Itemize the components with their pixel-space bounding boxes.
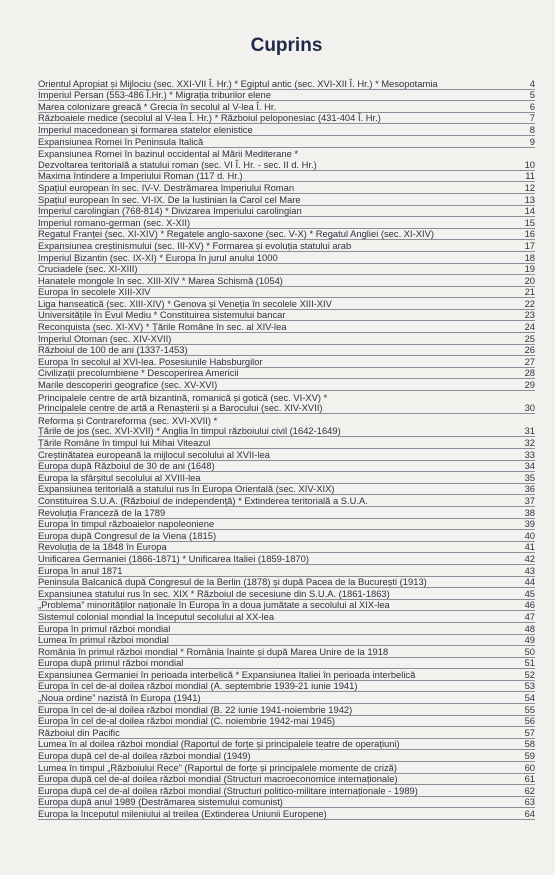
toc-entry (38, 136, 535, 148)
toc-entry-page-number: 36 (524, 483, 535, 495)
toc-entry (38, 345, 535, 357)
toc-entry-title: Universitățile în Evul Mediu * Constituirea sistemului bancar (38, 309, 286, 321)
toc-entry-title: „Problema” minorităților naționale în Europa în a doua jumătate a secolului al XIX-lea (38, 599, 390, 611)
toc-entry-title: Revoluția Franceză de la 1789 (38, 506, 166, 518)
toc-entry-page-number: 25 (524, 332, 535, 344)
toc-entry-page-number: 44 (524, 576, 535, 588)
toc-entry-page-number: 54 (524, 692, 535, 704)
toc-entry (38, 159, 535, 171)
toc-entry-page-number: 64 (524, 808, 535, 819)
toc-entry-page-number: 6 (529, 100, 535, 112)
toc-entry-page-number: 40 (524, 529, 535, 541)
toc-entry (38, 484, 535, 496)
toc-entry-title: Reforma și Contrareforma (sec. XVI-XVII) * (38, 414, 218, 426)
toc-entry-title: Expansiunea Romei în Peninsula Italică (38, 135, 204, 147)
toc-entry-title: Creștinătatea europeană la mijlocul secolului al XVII-lea (38, 448, 270, 460)
toc-entry-page-number: 23 (524, 309, 535, 321)
toc-entry-title: Civilizații precolumbiene * Descoperirea Americii (38, 367, 239, 379)
toc-entry (38, 101, 535, 113)
toc-entry-title: Europa în timpul războaielor napoleoniene (38, 518, 215, 530)
toc-entry (38, 623, 535, 635)
toc-entry-title: Liga hanseatică (sec. XIII-XIV) * Genova și Veneția în secolele XIII-XIV (38, 297, 332, 309)
toc-entry-page-number: 30 (524, 402, 535, 414)
toc-entry-page-number: 34 (524, 460, 535, 472)
toc-entry-title: Imperiul Persan (553-486 Î.Hr.) * Migrația triburilor elene (38, 89, 271, 101)
toc-entry (38, 229, 535, 241)
toc-entry (38, 669, 535, 681)
toc-entry-title: Principalele centre de artă a Renașterii și a Barocului (sec. XIV-XVII) (38, 402, 323, 414)
toc-entry (38, 785, 535, 797)
toc-entry-page-number: 9 (529, 135, 535, 147)
toc-entry-title: Spațiul european în sec. VI-IX. De la Iustinian la Carol cel Mare (38, 193, 301, 205)
toc-entry (38, 90, 535, 102)
toc-entry-page-number: 14 (524, 205, 535, 217)
toc-entry (38, 692, 535, 704)
toc-entry-title: Imperiul Bizantin (sec. IX-XI) * Europa în jurul anului 1000 (38, 251, 278, 263)
toc-entry (38, 403, 535, 415)
toc-entry-page-number: 53 (524, 680, 535, 692)
toc-entry (38, 298, 535, 310)
toc-entry (38, 577, 535, 589)
toc-entry-title: Războiul din Pacific (38, 726, 120, 738)
toc-entry-page-number: 17 (524, 239, 535, 251)
toc-entry-title: Războiul de 100 de ani (1337-1453) (38, 344, 188, 356)
toc-entry (38, 808, 535, 820)
toc-entry-title: Expansiunea Germaniei în perioada interbelică * Expansiunea Italiei în perioada interbelică (38, 668, 416, 680)
toc-entry-page-number: 52 (524, 668, 535, 680)
toc-entry-title: Reconquista (sec. XI-XV) * Țările Române în sec. al XIV-lea (38, 321, 287, 333)
toc-entry-page-number: 15 (524, 216, 535, 228)
toc-entry-page-number: 11 (525, 170, 535, 182)
toc-entry-page-number: 33 (524, 448, 535, 460)
toc-entry (38, 716, 535, 728)
toc-entry-title: Imperiul romano-german (sec. X-XII) (38, 216, 191, 228)
toc-entry (38, 148, 535, 160)
toc-entry-title: Europa în cel de-al doilea război mondial (C. noiembrie 1942-mai 1945) (38, 715, 336, 727)
toc-entry-title: Imperiul carolingian (768-814) * Divizarea Imperiului carolingian (38, 205, 302, 217)
toc-entry-page-number: 20 (524, 274, 535, 286)
toc-entry (38, 356, 535, 368)
toc-entry (38, 635, 535, 647)
toc-entry (38, 472, 535, 484)
toc-entry (38, 240, 535, 252)
toc-entry-title: Războaiele medice (secolul al V-lea Î. Hr.) * Războiul peloponesiac (431-404 Î. Hr.) (38, 112, 381, 124)
toc-entry-page-number: 29 (524, 379, 535, 391)
toc-entry (38, 727, 535, 739)
toc-entry-page-number: 28 (524, 367, 535, 379)
toc-entry-title: Europa după cel de-al doilea război mondial (1949) (38, 750, 251, 762)
toc-entry-title: Lumea în timpul „Războiului Rece” (Raportul de forțe și principalele momente de criză) (38, 761, 398, 773)
toc-entry-page-number: 12 (524, 181, 535, 193)
toc-entry (38, 449, 535, 461)
toc-entry-page-number: 24 (524, 321, 535, 333)
toc-entry-title: România în primul război mondial * România înainte și după Marea Unire de la 1918 (38, 645, 389, 657)
toc-entry-title: Regatul Franței (sec. XI-XIV) * Regatele anglo-saxone (sec. V-X) * Regatul Angliei (sec. XI-XIV) (38, 228, 435, 240)
toc-entry (38, 600, 535, 612)
toc-entry (38, 762, 535, 774)
toc-entry-title: Europa după cel de-al doilea război mondial (Structuri politico-militare internaționale - 1989) (38, 784, 418, 796)
toc-entry (38, 333, 535, 345)
toc-entry-page-number: 56 (524, 715, 535, 727)
toc-entry-page-number: 5 (529, 89, 535, 101)
toc-entry-page-number: 47 (524, 610, 535, 622)
toc-entry-title: Orientul Apropiat și Mijlociu (sec. XXI-VII Î. Hr.) * Egiptul antic (sec. XVI-XII Î. Hr.) * Mesopotamia (38, 77, 438, 89)
toc-entry-title: Europa în anul 1871 (38, 564, 123, 576)
toc-entry-title: Constituirea S.U.A. (Războiul de independență) * Extinderea teritorială a S.U.A. (38, 494, 368, 506)
toc-entry (38, 321, 535, 333)
toc-entry (38, 426, 535, 438)
toc-entry-title: Maxima întindere a Imperiului Roman (117 d. Hr.) (38, 170, 243, 182)
toc-entry-page-number: 38 (524, 506, 535, 518)
toc-entry (38, 553, 535, 565)
toc-entry-page-number: 59 (524, 750, 535, 762)
toc-entry (38, 750, 535, 762)
toc-entry (38, 704, 535, 716)
toc-entry (38, 287, 535, 299)
toc-entry (38, 611, 535, 623)
toc-entry-title: Europa în primul război mondial (38, 622, 171, 634)
toc-entry (38, 461, 535, 473)
toc-entry-title: Europa după anul 1989 (Destrămarea sistemului comunist) (38, 796, 283, 808)
toc-entry-page-number: 21 (524, 286, 535, 298)
toc-entry-title: Imperiul Otoman (sec. XIV-XVII) (38, 332, 172, 344)
toc-entry (38, 113, 535, 125)
toc-entry (38, 310, 535, 322)
toc-entry-page-number: 8 (529, 123, 535, 135)
toc-entry-page-number: 43 (524, 564, 535, 576)
toc-entry (38, 124, 535, 136)
toc-entry-title: Sistemul colonial mondial la începutul secolului al XX-lea (38, 610, 275, 622)
toc-entry-title: Lumea în al doilea război mondial (Raportul de forțe și principalele teatre de operațiuni) (38, 738, 400, 750)
toc-entry-title: Țările de jos (sec. XVI-XVII) * Anglia în timpul războiului civil (1642-1649) (38, 425, 341, 437)
toc-entry-title: Hanatele mongole în sec. XIII-XIV * Marea Schismă (1054) (38, 274, 283, 286)
toc-entry-page-number: 62 (524, 784, 535, 796)
toc-entry-page-number: 27 (524, 355, 535, 367)
toc-entry-title: Peninsula Balcanică după Congresul de la Berlin (1878) și după Pacea de la București (1913) (38, 576, 427, 588)
toc-entry (38, 507, 535, 519)
toc-entry-page-number: 35 (524, 471, 535, 483)
toc-entry-page-number: 57 (524, 726, 535, 738)
toc-entry-title: Europa în secolele XIII-XIV (38, 286, 151, 298)
toc-entry-page-number: 45 (524, 587, 535, 599)
toc-entry (38, 391, 535, 403)
toc-entry-title: Lumea în primul război mondial (38, 634, 169, 646)
page-title: Cuprins (250, 35, 323, 56)
toc-entry-page-number: 13 (524, 193, 535, 205)
toc-entry-page-number: 51 (524, 657, 535, 669)
toc-entry-title: Expansiunea Romei în bazinul occidental al Mării Mediterane * (38, 148, 299, 160)
toc-entry-title: Revoluția de la 1848 în Europa (38, 541, 167, 553)
toc-entry-title: Țările Române în timpul lui Mihai Viteazul (38, 437, 211, 448)
toc-entry-title: Europa în cel de-al doilea război mondial (A. septembrie 1939-21 iunie 1941) (38, 680, 358, 692)
toc-entry-title: Europa după cel de-al doilea război mondial (Structuri macroeconomice internaționale) (38, 773, 398, 785)
toc-entry-title: Dezvoltarea teritorială a statului roman (sec. VI Î. Hr. - sec. II d. Hr.) (38, 158, 317, 170)
toc-entry-page-number: 60 (524, 761, 535, 773)
toc-entry-page-number: 16 (524, 228, 535, 240)
toc-entry-page-number: 42 (524, 552, 535, 564)
toc-entry (38, 565, 535, 577)
toc-entry (38, 646, 535, 658)
toc-entry-title: Europa după Războiul de 30 de ani (1648) (38, 460, 215, 472)
toc-entry-page-number: 37 (524, 494, 535, 506)
toc-entry-title: Marile descoperiri geografice (sec. XV-XVI) (38, 379, 218, 391)
toc-entry (38, 182, 535, 194)
toc-entry-title: Principalele centre de artă bizantină, romanică și gotică (sec. VI-XV) * (38, 391, 328, 403)
toc-entry (38, 542, 535, 554)
toc-entry-page-number: 49 (524, 634, 535, 646)
toc-entry (38, 681, 535, 693)
toc-entry-page-number: 58 (524, 738, 535, 750)
toc-entry-page-number: 32 (524, 437, 535, 448)
toc-entry-title: Expansiunea statului rus în sec. XIX * Războiul de secesiune din S.U.A. (1861-1863) (38, 587, 390, 599)
toc-entry (38, 252, 535, 264)
toc-entry (38, 206, 535, 218)
toc-entry (38, 739, 535, 751)
toc-entry (38, 368, 535, 380)
toc-entry (38, 275, 535, 287)
toc-entry-title: Europa la sfârșitul secolului al XVIII-lea (38, 471, 201, 483)
toc-entry-title: Unificarea Germaniei (1866-1871) * Unificarea Italiei (1859-1870) (38, 552, 309, 564)
toc-entry-title: Expansiunea creștinismului (sec. III-XV) * Formarea și evoluția statului arab (38, 239, 352, 251)
toc-entry-page-number: 22 (524, 297, 535, 309)
toc-entry (38, 414, 535, 426)
toc-entry-title: Europa la începutul mileniului al treilea (Extinderea Uniunii Europene) (38, 808, 327, 819)
toc-entry-page-number: 7 (529, 112, 535, 124)
toc-entry (38, 78, 535, 90)
toc-entry-page-number: 61 (524, 773, 535, 785)
toc-entry (38, 797, 535, 809)
toc-entry (38, 171, 535, 183)
toc-entry-page-number: 55 (524, 703, 535, 715)
toc-entry-title: Cruciadele (sec. XI-XIII) (38, 263, 138, 275)
toc-entry-title: Spațiul european în sec. IV-V. Destrămarea Imperiului Roman (38, 181, 295, 193)
toc-entry-title: „Noua ordine” nazistă în Europa (1941) (38, 692, 201, 704)
toc-entry-page-number: 18 (524, 251, 535, 263)
toc-entry-page-number: 19 (524, 263, 535, 275)
toc-entry-page-number: 48 (524, 622, 535, 634)
toc-entry (38, 530, 535, 542)
toc-entry-page-number: 41 (524, 541, 535, 553)
toc-entry (38, 194, 535, 206)
toc-entry (38, 379, 535, 391)
toc-entry-page-number: 31 (524, 425, 535, 437)
toc-entry-page-number: 10 (524, 158, 535, 170)
toc-entry-title: Marea colonizare greacă * Grecia în secolul al V-lea Î. Hr. (38, 100, 277, 112)
table-of-contents (38, 78, 535, 820)
toc-entry (38, 588, 535, 600)
toc-entry (38, 658, 535, 670)
toc-entry-page-number: 26 (524, 344, 535, 356)
toc-entry-title: Europa după Congresul de la Viena (1815) (38, 529, 217, 541)
toc-entry (38, 519, 535, 531)
toc-entry-page-number: 4 (529, 77, 535, 89)
toc-entry (38, 495, 535, 507)
toc-entry-title: Europa în cel de-al doilea război mondial (B. 22 iunie 1941-noiembrie 1942) (38, 703, 353, 715)
toc-entry (38, 437, 535, 449)
toc-entry (38, 264, 535, 276)
toc-entry-title: Imperiul macedonean și formarea statelor elenistice (38, 123, 253, 135)
toc-entry-title: Europa după primul război mondial (38, 657, 184, 669)
toc-entry-page-number: 46 (524, 599, 535, 611)
toc-entry-page-number: 50 (524, 645, 535, 657)
toc-entry (38, 217, 535, 229)
toc-entry-page-number: 63 (524, 796, 535, 808)
toc-entry-page-number: 39 (524, 518, 535, 530)
toc-entry (38, 774, 535, 786)
toc-entry-title: Europa în secolul al XVI-lea. Posesiunile Habsburgilor (38, 355, 263, 367)
toc-entry-title: Expansiunea teritorială a statului rus în Europa Orientală (sec. XIV-XIX) (38, 483, 335, 495)
